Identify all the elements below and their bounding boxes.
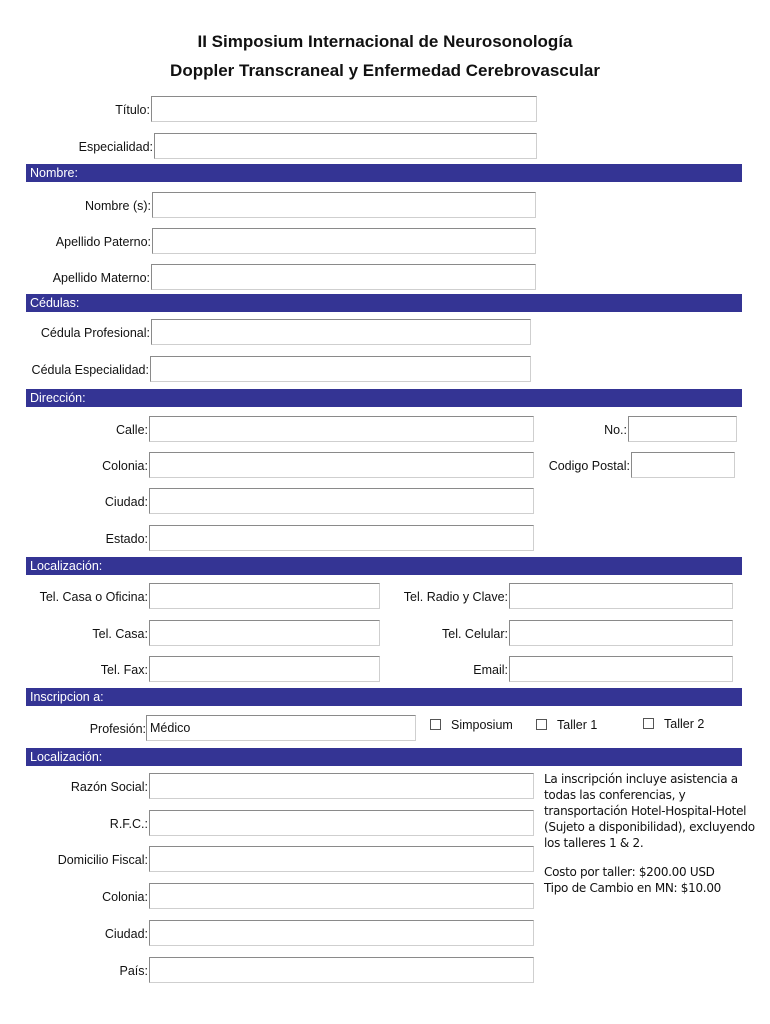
rfc-field[interactable] — [149, 810, 534, 836]
estado-field[interactable] — [149, 525, 534, 551]
profesion-label: Profesión: — [89, 722, 146, 736]
rfc-label: R.F.C.: — [109, 817, 148, 831]
apellido-paterno-field[interactable] — [152, 228, 536, 254]
cost-per-workshop: Costo por taller: $200.00 USD — [544, 865, 715, 879]
note-line-3: transportación Hotel-Hospital-Hotel — [544, 804, 747, 818]
colonia-fiscal-label: Colonia: — [102, 890, 148, 904]
section-localizacion: Localización: — [26, 557, 742, 575]
tel-casa-oficina-field[interactable] — [149, 583, 380, 609]
taller2-label: Taller 2 — [664, 717, 705, 731]
numero-label: No.: — [604, 423, 627, 437]
ciudad-fiscal-label: Ciudad: — [104, 927, 148, 941]
note-line-2: todas las conferencias, y — [544, 788, 686, 802]
pais-label: País: — [119, 964, 148, 978]
section-inscripcion: Inscripcion a: — [26, 688, 742, 706]
tel-radio-label: Tel. Radio y Clave: — [403, 590, 508, 604]
ciudad-label: Ciudad: — [104, 495, 148, 509]
tel-casa-oficina-label: Tel. Casa o Oficina: — [39, 590, 148, 604]
email-field[interactable] — [509, 656, 733, 682]
estado-label: Estado: — [105, 532, 148, 546]
apellido-paterno-label: Apellido Paterno: — [55, 235, 151, 249]
tel-celular-label: Tel. Celular: — [442, 627, 508, 641]
simposium-label: Simposium — [451, 718, 513, 732]
note-line-5: los talleres 1 & 2. — [544, 836, 644, 850]
colonia-label: Colonia: — [102, 459, 148, 473]
cedula-especialidad-label: Cédula Especialidad: — [31, 363, 149, 377]
cedula-profesional-label: Cédula Profesional: — [40, 326, 150, 340]
nombres-field[interactable] — [152, 192, 536, 218]
cedula-especialidad-field[interactable] — [150, 356, 531, 382]
tel-fax-field[interactable] — [149, 656, 380, 682]
section-facturacion: Localización: — [26, 748, 742, 766]
taller1-checkbox[interactable] — [536, 719, 547, 730]
domicilio-fiscal-field[interactable] — [149, 846, 534, 872]
colonia-field[interactable] — [149, 452, 534, 478]
codigo-postal-label: Codigo Postal: — [548, 459, 630, 473]
email-label: Email: — [473, 663, 508, 677]
codigo-postal-field[interactable] — [631, 452, 735, 478]
tel-fax-label: Tel. Fax: — [100, 663, 148, 677]
form-title-line1: II Simposium Internacional de Neurosonología — [197, 32, 573, 51]
section-direccion: Dirección: — [26, 389, 742, 407]
domicilio-fiscal-label: Domicilio Fiscal: — [57, 853, 148, 867]
nombres-label: Nombre (s): — [85, 199, 151, 213]
calle-field[interactable] — [149, 416, 534, 442]
pais-field[interactable] — [149, 957, 534, 983]
ciudad-fiscal-field[interactable] — [149, 920, 534, 946]
especialidad-field[interactable] — [154, 133, 537, 159]
exchange-rate: Tipo de Cambio en MN: $10.00 — [544, 881, 721, 895]
cedula-profesional-field[interactable] — [151, 319, 531, 345]
especialidad-label: Especialidad: — [78, 140, 153, 154]
tel-radio-field[interactable] — [509, 583, 733, 609]
form-title-line2: Doppler Transcraneal y Enfermedad Cerebrovascular — [170, 61, 600, 80]
colonia-fiscal-field[interactable] — [149, 883, 534, 909]
razon-social-label: Razón Social: — [70, 780, 148, 794]
titulo-field[interactable] — [151, 96, 537, 122]
note-line-1: La inscripción incluye asistencia a — [544, 772, 738, 786]
titulo-label: Título: — [115, 103, 150, 117]
ciudad-field[interactable] — [149, 488, 534, 514]
simposium-checkbox[interactable] — [430, 719, 441, 730]
apellido-materno-label: Apellido Materno: — [52, 271, 150, 285]
tel-casa-field[interactable] — [149, 620, 380, 646]
taller1-label: Taller 1 — [557, 718, 598, 732]
section-cedulas: Cédulas: — [26, 294, 742, 312]
apellido-materno-field[interactable] — [151, 264, 536, 290]
taller2-checkbox[interactable] — [643, 718, 654, 729]
note-line-4: (Sujeto a disponibilidad), excluyendo — [544, 820, 755, 834]
razon-social-field[interactable] — [149, 773, 534, 799]
tel-casa-label: Tel. Casa: — [92, 627, 148, 641]
profesion-field[interactable]: Médico — [146, 715, 416, 741]
section-nombre: Nombre: — [26, 164, 742, 182]
calle-label: Calle: — [116, 423, 148, 437]
tel-celular-field[interactable] — [509, 620, 733, 646]
numero-field[interactable] — [628, 416, 737, 442]
